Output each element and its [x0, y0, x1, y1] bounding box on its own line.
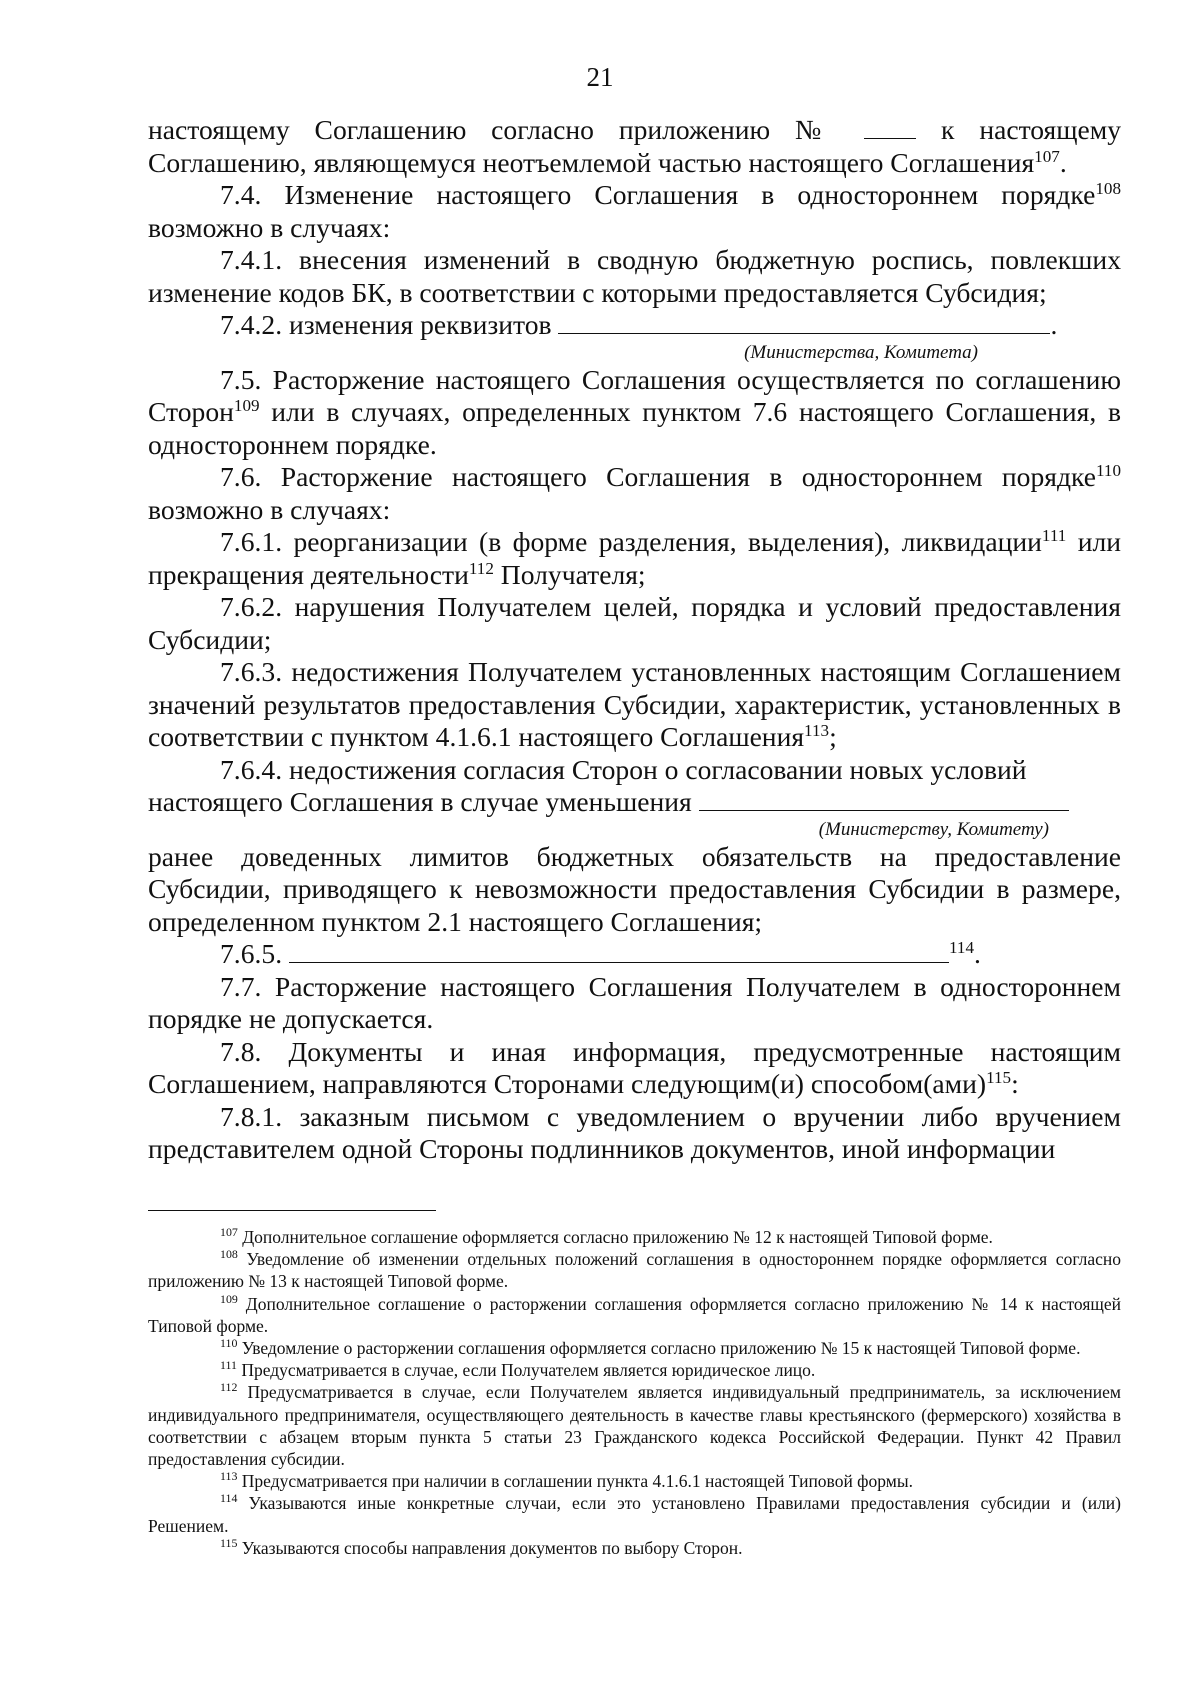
- paragraph-7-6-4: [148, 754, 1121, 819]
- blank-line: [289, 940, 949, 963]
- paragraph-text: настоящему Соглашению согласно приложению №: [148, 114, 840, 145]
- punctuation: .: [974, 938, 981, 969]
- blank-line: [699, 788, 1069, 811]
- footnote-ref[interactable]: 114: [949, 937, 975, 957]
- paragraph-7-3-continuation: [148, 114, 1121, 179]
- paragraph-7-5: [148, 364, 1121, 462]
- paragraph-text: 7.6.1. реорганизации (в форме разделения, выделения), ликвидации: [220, 526, 1042, 557]
- paragraph-7-4-2: [148, 309, 1121, 342]
- punctuation: ;: [829, 721, 837, 752]
- footnote-ref[interactable]: 107: [1034, 146, 1060, 166]
- paragraph-7-4-1: 7.4.1. внесения изменений в сводную бюджетную роспись, повлекших изменение кодов БК, в соответствии с которыми предоставляется Субсидия;: [148, 244, 1121, 308]
- paragraph-text: возможно в случаях:: [148, 211, 391, 243]
- paragraph-7-7: 7.7. Расторжение настоящего Соглашения Получателем в одностороннем порядке не допускается.: [148, 970, 1121, 1034]
- footnote-ref[interactable]: 109: [233, 395, 260, 415]
- footnote-number: 115: [220, 1536, 238, 1551]
- paragraph-text: 7.6. Расторжение настоящего Соглашения в одностороннем порядке: [220, 461, 1096, 492]
- blank-line: [864, 116, 916, 139]
- footnote-ref[interactable]: 113: [804, 720, 830, 740]
- footnote-number: 107: [220, 1225, 238, 1240]
- paragraph-text: 7.6.3. недостижения Получателем установленных настоящим Соглашением значений результатов предоставления Субсидии, характеристик, установленных в соответствии с пунктом 4.1.6.1 настоящего Соглашения: [148, 656, 1121, 752]
- footnote-107: [148, 1226, 1121, 1248]
- footnote-text: Дополнительное соглашение о расторжении соглашения оформляется согласно приложению № 14 к настоящей Типовой форме.: [148, 1293, 1121, 1336]
- footnote-115: [148, 1537, 1121, 1559]
- footnote-109: [148, 1293, 1121, 1337]
- paragraph-7-4: [148, 179, 1121, 244]
- paragraph-text: Получателя;: [500, 558, 646, 590]
- paragraph-text: или в случаях, определенных пунктом 7.6 настоящего Соглашения, в одностороннем порядке.: [148, 396, 1121, 460]
- paragraph-text: 7.6.5.: [220, 938, 283, 969]
- document-body: [148, 114, 1121, 1166]
- footnote-ref[interactable]: 115: [986, 1067, 1012, 1087]
- paragraph-7-6: [148, 461, 1121, 526]
- footnote-number: 108: [220, 1247, 238, 1262]
- footnote-text: Уведомление об изменении отдельных положений соглашения в одностороннем порядке оформляется согласно приложению № 13 к настоящей Типовой форме.: [148, 1249, 1121, 1292]
- footnote-text: Предусматривается при наличии в соглашении пункта 4.1.6.1 настоящей Типовой формы.: [241, 1471, 913, 1492]
- footnote-text: Указываются иные конкретные случаи, если это установлено Правилами предоставления субсидии и (или) Решением.: [148, 1493, 1121, 1536]
- blank-line: [558, 311, 1050, 334]
- field-hint: (Министерства, Комитета): [744, 341, 978, 363]
- paragraph-text: 7.4. Изменение настоящего Соглашения в одностороннем порядке: [220, 179, 1096, 210]
- paragraph-text: к настоящему Соглашению, являющемуся неотъемлемой частью настоящего Соглашения: [148, 114, 1121, 178]
- footnote-text: Предусматривается в случае, если Получателем является индивидуальный предприниматель, за исключением индивидуального предпринимателя, осуществляющего деятельность в качестве главы крестьянского (фермерского) хозяйства в соответствии с абзацем вторым пункта 5 статьи 23 Гражданского кодекса Российской Федерации. Пункт 42 Правил предоставления субсидии.: [148, 1382, 1121, 1470]
- footnote-ref[interactable]: 111: [1041, 525, 1067, 545]
- footnote-number: 109: [220, 1291, 238, 1306]
- paragraph-7-6-1: [148, 526, 1121, 591]
- footnote-number: 112: [220, 1380, 238, 1395]
- footnote-111: [148, 1359, 1121, 1381]
- footnote-text: Предусматривается в случае, если Получателем является юридическое лицо.: [241, 1360, 816, 1381]
- paragraph-text: или прекращения деятельности: [148, 526, 1122, 590]
- footnote-number: 111: [220, 1358, 237, 1373]
- footnote-number: 114: [220, 1491, 238, 1506]
- footnote-number: 113: [220, 1469, 238, 1484]
- punctuation: .: [1059, 146, 1067, 178]
- footnote-ref[interactable]: 110: [1095, 460, 1121, 480]
- paragraph-7-8: [148, 1036, 1121, 1101]
- paragraph-text: 7.8. Документы и иная информация, предусмотренные настоящим Соглашением, направляются Сторонами следующим(и) способом(ами): [148, 1035, 1121, 1099]
- paragraph-7-8-1: 7.8.1. заказным письмом с уведомлением о вручении либо вручением представителем одной Стороны подлинников документов, иной информации: [148, 1100, 1121, 1164]
- paragraph-7-6-5: [148, 938, 1121, 971]
- paragraph-text: 7.6.4. недостижения согласия Сторон о согласовании новых условий настоящего Соглашения в случае уменьшения: [148, 753, 1027, 817]
- footnote-text: Уведомление о расторжении соглашения оформляется согласно приложению № 15 к настоящей Типовой форме.: [241, 1338, 1081, 1359]
- paragraph-text: 7.4.2. изменения реквизитов: [220, 309, 552, 340]
- footnote-number: 110: [220, 1336, 238, 1351]
- footnote-108: [148, 1248, 1121, 1292]
- footnotes: [148, 1226, 1121, 1559]
- footnote-110: [148, 1337, 1121, 1359]
- footnote-ref[interactable]: 108: [1095, 178, 1121, 198]
- paragraph-7-6-3: [148, 656, 1121, 754]
- footnote-separator: [148, 1210, 436, 1211]
- footnote-text: Указываются способы направления документов по выбору Сторон.: [241, 1537, 743, 1558]
- footnote-text: Дополнительное соглашение оформляется согласно приложению № 12 к настоящей Типовой форме.: [242, 1227, 993, 1247]
- paragraph-7-6-4-continuation: ранее доведенных лимитов бюджетных обязательств на предоставление Субсидии, приводящего к невозможности предоставления Субсидии в размере, определенном пунктом 2.1 настоящего Соглашения;: [148, 840, 1121, 937]
- footnote-112: [148, 1381, 1121, 1470]
- footnote-ref[interactable]: 112: [468, 558, 494, 578]
- field-hint: (Министерству, Комитету): [818, 818, 1049, 840]
- paragraph-text: возможно в случаях:: [148, 493, 391, 525]
- page-number: 21: [586, 62, 614, 92]
- footnote-113: [148, 1470, 1121, 1492]
- punctuation: :: [1011, 1068, 1019, 1099]
- paragraph-text: 7.5. Расторжение настоящего Соглашения осуществляется по соглашению Сторон: [148, 363, 1121, 427]
- footnote-114: [148, 1492, 1121, 1536]
- paragraph-7-6-2: 7.6.2. нарушения Получателем целей, порядка и условий предоставления Субсидии;: [148, 591, 1121, 655]
- punctuation: .: [1050, 309, 1058, 340]
